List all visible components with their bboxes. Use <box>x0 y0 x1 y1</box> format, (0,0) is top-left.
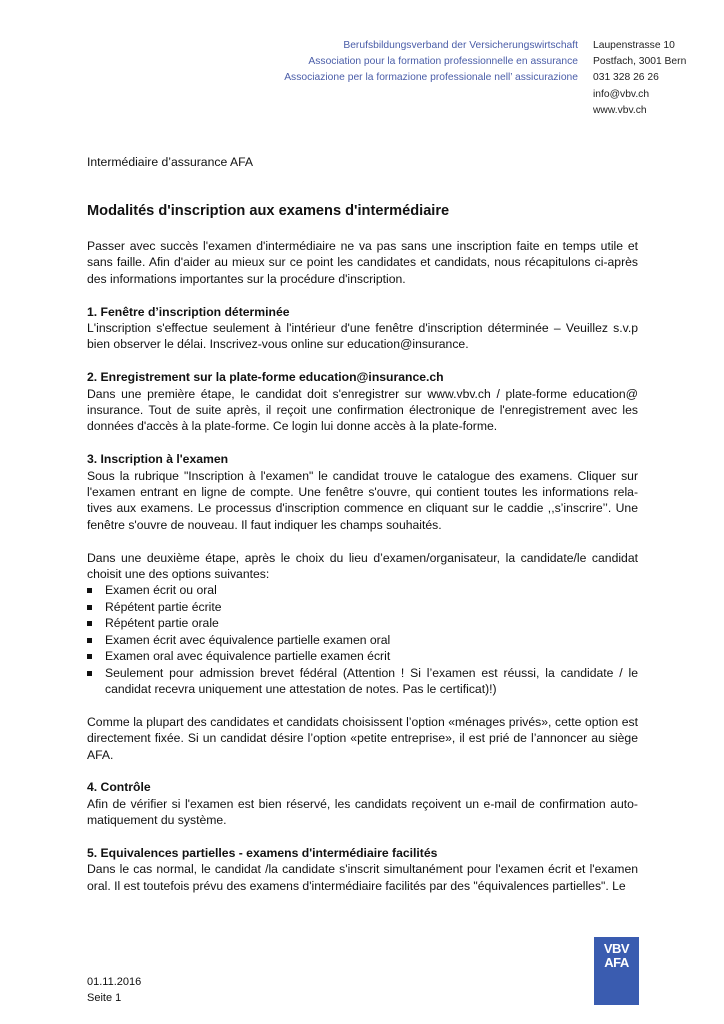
section-3-text-2: Dans une deuxième étape, après le choix du lieu d’examen/organisateur, la candidate/le candidat choisit une des options suivantes: <box>87 550 638 582</box>
intro-paragraph: Passer avec succès l'examen d'intermédiaire ne va pas sans une inscription faite en temps utile et sans faille. Afin d'aider au mieux sur ce point les candidates et candidats, nous récapitulons ci-après des informations importantes sur la procédure d'inscription. <box>87 239 638 286</box>
contact-block <box>593 38 686 119</box>
section-5-heading: 5. Equivalences partielles - examens d'intermédiaire facilités <box>87 845 438 860</box>
section-3-heading: 3. Inscription à l'examen <box>87 452 229 467</box>
section-2-heading: 2. Enregistrement sur la plate-forme education@insurance.ch <box>87 370 444 385</box>
option-text: Examen écrit ou oral <box>105 583 217 598</box>
bullet-icon <box>87 654 92 659</box>
bullet-icon <box>87 588 92 593</box>
org-name-fr: Association pour la formation professionnelle en assurance <box>308 56 578 68</box>
page-footer <box>87 975 141 1006</box>
bullet-icon <box>87 605 92 610</box>
option-text: Examen oral avec équivalence partielle examen écrit <box>105 649 391 664</box>
option-text: Seulement pour admission brevet fédéral (Attention ! Si l’examen est réussi, la candidate / le candidat recevra uniquement une attestation de notes. Pas le certificat)!) <box>105 665 638 696</box>
list-item <box>87 615 638 631</box>
contact-email: info@vbv.ch <box>593 88 650 100</box>
footer-date: 01.11.2016 <box>87 976 142 988</box>
bullet-icon <box>87 638 92 643</box>
bullet-icon <box>87 671 92 676</box>
contact-postbox: Postfach, 3001 Bern <box>593 56 687 68</box>
section-3-text: Sous la rubrique "Inscription à l'examen" le candidat trouve le catalogue des examens. Cliquer sur l'examen entrant en ligne de compte. Une fenêtre s'ouvre, qui contient toutes les informations rela-tives aux examens. Le processus d'inscription commence en cliquant sur le caddie ,,s’inscrire’’. Une fenêtre s'ouvre de nouveau. Il faut indiquer les champs souhaités. <box>87 468 638 532</box>
org-name-de: Berufsbildungsverband der Versicherungswirtschaft <box>343 40 578 51</box>
list-item <box>87 582 638 598</box>
section-3-text-3: Comme la plupart des candidates et candidats choisissent l’option «ménages privés», cette option est directement fixée. Si un candidat désire l’option «petite entreprise», il est prié de l’annoncer au siège AFA. <box>87 714 638 762</box>
vbv-afa-logo-icon <box>594 937 639 1005</box>
list-item <box>87 632 638 648</box>
section-4-text: Afin de vérifier si l'examen est bien réservé, les candidats reçoivent un e-mail de confirmation auto-matiquement du système. <box>87 796 638 828</box>
option-text: Répétent partie orale <box>105 616 219 631</box>
list-item <box>87 665 638 698</box>
section-1-heading: 1. Fenêtre d’inscription déterminée <box>87 304 290 319</box>
section-1-text: L'inscription s'effectue seulement à l'intérieur d'une fenêtre d'inscription déterminée – Veuillez s.v.p bien observer le délai. Inscrivez-vous online sur education@insurance. <box>87 321 638 352</box>
document-title: Modalités d'inscription aux examens d'intermédiaire <box>87 203 450 219</box>
option-text: Répétent partie écrite <box>105 599 222 614</box>
section-2-text: Dans une première étape, le candidat doit s'enregistrer sur www.vbv.ch / plate-forme education@ insurance. Tout de suite après, il reçoit une confirmation électronique de l'enregistrement avec les données d'accès à la plate-forme. Ce login lui donne accès à la plate-forme. <box>87 386 638 434</box>
document-body <box>87 238 638 894</box>
option-text: Examen écrit avec équivalence partielle examen oral <box>105 632 391 647</box>
list-item <box>87 599 638 615</box>
section-5-text: Dans le cas normal, le candidat /la candidate s'inscrit simultanément pour l'examen écrit et l'examen oral. Il est toutefois prévu des examens d'intermédiaire facilités par des "équivalences partielles". Le <box>87 862 638 893</box>
document-label: Intermédiaire d’assurance AFA <box>87 155 253 169</box>
bullet-icon <box>87 621 92 626</box>
logo-line-2: AFA <box>604 955 629 970</box>
contact-website: www.vbv.ch <box>593 104 647 116</box>
org-name-it: Associazione per la formazione professionale nell’ assicurazione <box>284 72 578 84</box>
logo-line-1: VBV <box>603 941 630 956</box>
contact-phone: 031 328 26 26 <box>593 72 659 84</box>
section-4-heading: 4. Contrôle <box>87 780 151 795</box>
footer-page-number: Seite 1 <box>87 991 122 1004</box>
exam-options-list <box>87 582 638 697</box>
vbv-afa-logo <box>594 937 639 1005</box>
contact-street: Laupenstrasse 10 <box>593 40 675 51</box>
list-item <box>87 648 638 664</box>
organization-names <box>240 38 578 87</box>
